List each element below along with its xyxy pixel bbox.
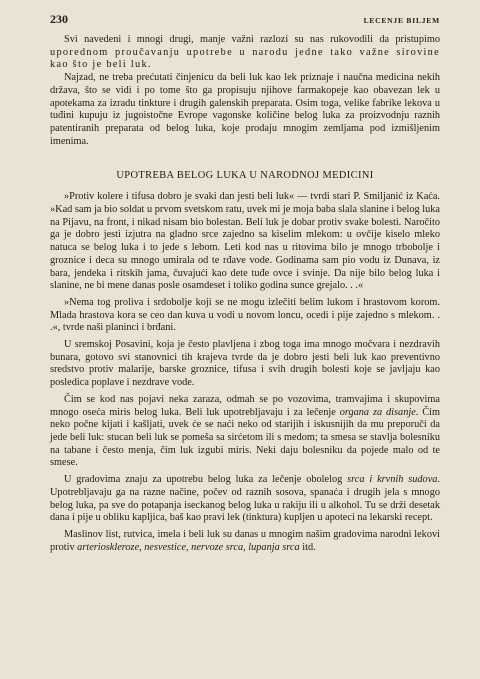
paragraph-maslinov-text-a: Maslinov list, rutvica, imela i beli luk su danas u mnogim našim gradovima narodni lekovi protiv xyxy=(50,528,440,553)
paragraph-srce-text-b: . Upotrebljavaju ga na razne načine, počev od raznih sosova, spanaća i drugih jela s mnogo belog luka, pa sve do potapanja iseckanog belog luka u rakiju ili u alkohol. Tu se drži desetak dana i pije u obliku kapljica, baš kao pravi lek (tinktura) kupljen u apoteci na lekarski recept. xyxy=(50,474,440,524)
section-title: UPOTREBA BELOG LUKA U NARODNOJ MEDICINI xyxy=(116,170,374,182)
page-header xyxy=(50,12,440,32)
paragraph-srce-emphasis: srca i krvnih sudova xyxy=(347,474,438,486)
paragraph-proliv: »Nema tog proliva i srdobolje koji se ne mogu izlečiti belim lukom i hrastovom korom. Mlada hrastova kora se ceo dan kuva u vodi u novom loncu, ocedi i pije zajedno s mlekom. . .«, tvrde naši planinci i brđani. xyxy=(50,296,440,334)
paragraph-srce-text-a: U gradovima znaju za upotrebu belog luka za lečenje obolelog xyxy=(64,474,348,486)
paragraph-zaraza-text-b: . Čim neko počne kijati i kašljati, uvek će se naći neko od starijih i iskusnijih da mu preporuči da jede beli luk: stucan beli luk se pomeša sa sirćetom ili s medom; ta smesa se stavlja bolesniku na tabane i često menja, čim luk izgubi miris. Neki daju bolesniku da pojede malo od te smese. xyxy=(50,406,440,469)
paragraph-zaraza-text-a: Čim se kod nas pojavi neka zaraza, odmah se po vozovima, tramvajima i skupovima mnogo oseća miris belog luka. Beli luk upotrebljavaju i za lečenje xyxy=(50,393,440,418)
paragraph-zaraza xyxy=(50,394,440,470)
intro-paragraph-2: Najzad, ne treba prećutati činjenicu da beli luk kao lek priznaje i naučna medicina nekih država, što se vidi i po tome što ga propisuju njihove farmakopeje kao obavezan lek u apotekama za izradu tinkture i drugih galenskih preparata. Osim toga, velike fabrike lekova u tuđini kupuju iz jugoistočne Evrope vagonske količine belog luka za proizvodnju raznih patentiranih preparata od belog luka, koje prodaju mnogim zemljama pod izmišljenim imenima. xyxy=(50,72,440,147)
intro-line-1: Svi navedeni i mnogi drugi, manje važni razlozi su nas rukovodili da pristupimo xyxy=(64,34,440,45)
page-number: 230 xyxy=(50,12,68,26)
paragraph-kolera: »Protiv kolere i tifusa dobro je svaki dan jesti beli luk« — tvrdi stari P. Smiljanić iz Kaća. »Kad sam ja bio soldat u prvom svetskom ratu, uvek mi je moja baba slala slanine i belog luka na Pijavu, na front, i nikad nisam bio bolestan. Beli luk je dobar protiv svake bolesti. Naročito ga je dobro jesti izjutra na gladno srce zajedno sa kiselim mlekom: u ovčije kiselo mleko natuca se belog luka i to jede s lebom. Leti kod nas u ritovima bilo je mnogo trbobolje i groznice i deca su mnogo umirala od te rđave vode. Godinama sam pio vodu iz Dunava, iz bara, jendeka i ritskih jama, čuvajući kao dete tuđe ovce i svinje. Da nije bilo belog luka i slanine, ne bi mene danas posle osamdeset i toliko godina sunce grejalo. . .« xyxy=(50,191,440,292)
paragraph-maslinov-text-b: itd. xyxy=(299,541,316,553)
intro-paragraph-1 xyxy=(50,34,440,72)
paragraph-maslinov-list xyxy=(50,529,440,554)
running-head: LECENJE BILJEM xyxy=(363,16,440,25)
paragraph-maslinov-emphasis: arterioskleroze, nesvestice, nervoze srca, lupanja srca xyxy=(77,541,300,553)
paragraph-posavina: U sremskoj Posavini, koja je često plavljena i zbog toga ima mnogo močvara i nezdravih bunara, gotovo svi stanovnici tih krajeva tvrde da je dobro jesti beli luk kao preventivno sredstvo protiv malarije, barske groznice, tifusa i svih drugih bolesti koje se javljaju kao posledica poplave i nezdrave vode. xyxy=(50,339,440,389)
page-body xyxy=(50,34,440,554)
paragraph-srce xyxy=(50,474,440,525)
paragraph-zaraza-emphasis: organa za disanje xyxy=(339,406,416,418)
intro-line-2: uporednom proučavanju upotrebe u narodu jedne tako važne sirovine kao što je beli luk. xyxy=(50,46,440,71)
